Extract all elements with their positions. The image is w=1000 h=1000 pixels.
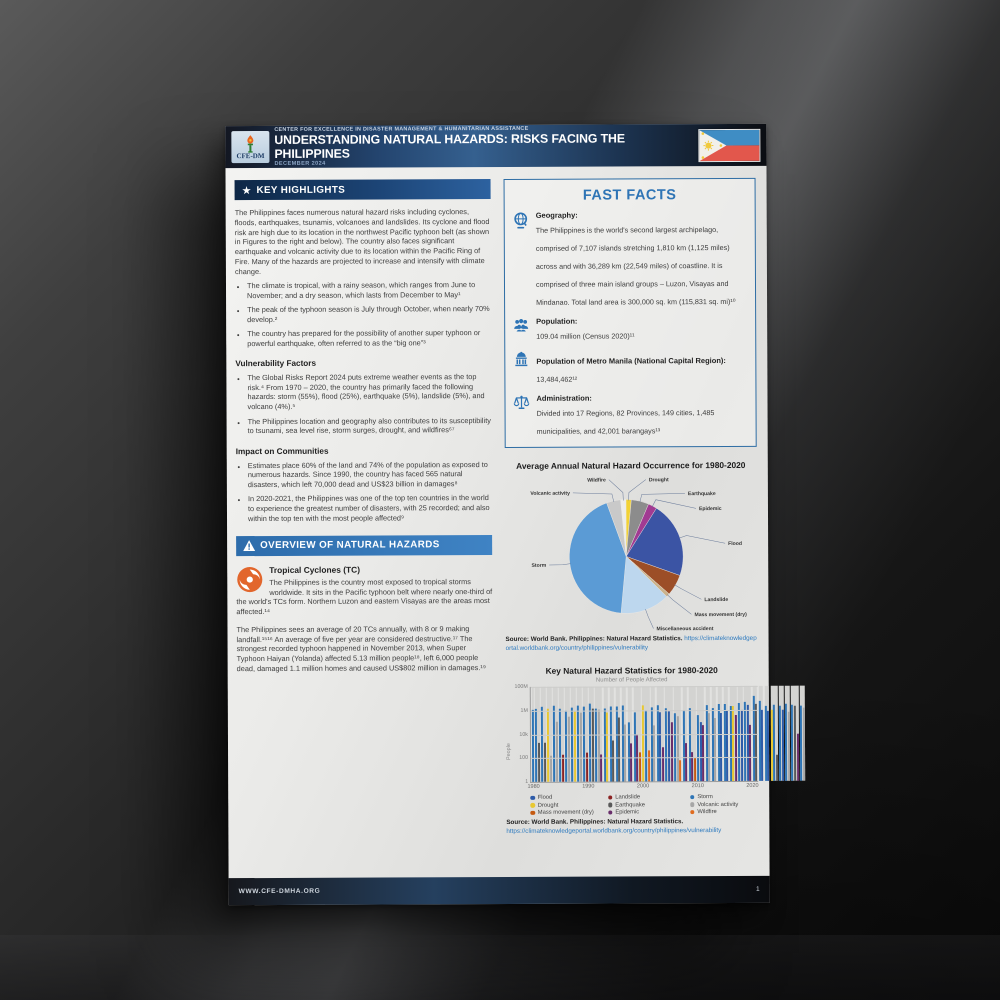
legend-swatch (690, 810, 695, 815)
bar-earthquake (776, 755, 778, 781)
page-header (225, 124, 766, 168)
logo-wordmark: CFE-DM (236, 151, 265, 160)
header-text-block (274, 125, 693, 168)
key-highlights-header (235, 179, 491, 200)
year-group-2015 (765, 686, 770, 781)
warning-icon (243, 540, 255, 551)
x-axis-tick: 2010 (691, 783, 704, 790)
tropical-cyclones-section (236, 564, 492, 617)
impact-bullets (239, 460, 492, 524)
tc-paragraph-1: The Philippines is the country most exposed to tropical storms worldwide. It sits in the Pacific typhoon belt where nearly one-third of the world's TCs form. Northern Luzon and eastern Visayas are the areas most affected.¹⁴ (236, 576, 493, 617)
key-highlights-bullets (238, 280, 491, 349)
pie-slice-label: Landslide (704, 596, 729, 604)
legend-item: Drought (530, 802, 608, 808)
bar-chart-subtitle: Number of People Affected (595, 677, 668, 684)
legend-item: Volcanic activity (690, 801, 758, 807)
bar-epidemic (630, 744, 632, 782)
org-name: CENTER FOR EXCELLENCE IN DISASTER MANAGEMENT & HUMANITARIAN ASSISTANCE (274, 125, 529, 133)
page-title: UNDERSTANDING NATURAL HAZARDS: RISKS FACING THE PHILIPPINES (274, 131, 625, 161)
legend-swatch (608, 795, 613, 800)
page-content (225, 166, 769, 878)
legend-item: Earthquake (608, 802, 690, 808)
fast-fact-text: Administration: Divided into 17 Regions, 82 Provinces, 149 cities, 1,485 municipalities, and 42,001 barangays¹³ (536, 393, 715, 436)
legend-item: Epidemic (608, 809, 690, 815)
bar-epidemic (685, 743, 687, 781)
bar-earthquake (544, 743, 546, 782)
pie-slice-label: Miscellaneous accident (656, 626, 714, 633)
year-group-2017 (779, 686, 784, 781)
pie-slice-label: Wildfire (587, 477, 606, 484)
vulnerability-bullets (238, 372, 491, 436)
hazard-occurrence-pie-chart (506, 472, 757, 633)
bar-chart-ylabel: People (505, 743, 513, 760)
footer-url: WWW.CFE-DMHA.ORG (238, 887, 321, 896)
bar-epidemic (671, 722, 673, 781)
star-icon: ★ (241, 183, 252, 197)
vulnerability-heading: Vulnerability Factors (235, 359, 317, 369)
bullet-item: • The Global Risks Report 2024 puts extreme weather events as the top risk.⁴ From 1970 – 2020, the country has primarily faced the following hazards: storm (55%), flood (25%), earthquake (5%), landslide (5%), and volcano (4%).⁵ (247, 372, 491, 412)
fast-facts-title: FAST FACTS (582, 187, 677, 204)
left-column (235, 179, 494, 872)
bullet-item: • The Philippines location and geography also contributes to its susceptibility to tsunami, sea level rise, storm surges, drought, and wildfires⁶⁷ (248, 416, 492, 437)
pie-callout-line (573, 493, 614, 502)
legend-item: Wildfire (690, 809, 758, 815)
y-axis-tick: 1 (525, 778, 529, 785)
pie-callout-line (549, 564, 570, 565)
bar-source-link[interactable]: https://climateknowledgeportal.worldbank.org/country/philippines/vulnerability (506, 826, 722, 835)
legend-swatch (530, 811, 535, 816)
pie-slice-label: Epidemic (698, 506, 722, 513)
bar-epidemic (662, 747, 664, 781)
bar-earthquake (755, 704, 757, 781)
people-icon (513, 317, 530, 344)
bar-flood (782, 709, 784, 780)
bar-volcanic-activity (714, 718, 716, 781)
bar-wildfire (648, 750, 650, 781)
bar-flood (741, 710, 743, 781)
legend-swatch (608, 803, 613, 808)
fast-fact-population (513, 316, 747, 344)
pie-slice-label: Storm (531, 562, 547, 569)
pie-callout-line (628, 480, 645, 501)
issue-date: DECEMBER 2024 (274, 160, 326, 168)
overview-title: OVERVIEW OF NATURAL HAZARDS (260, 539, 440, 552)
legend-swatch (530, 803, 535, 808)
bar-mass-movement-dry- (639, 752, 641, 781)
bar-volcanic-activity (556, 721, 558, 781)
bar-chart-legend (530, 794, 758, 816)
bar-landslide (586, 752, 588, 781)
bar-wildfire (679, 760, 681, 781)
legend-item: Mass movement (dry) (530, 810, 608, 816)
pie-callout-line (679, 535, 725, 543)
bar-volcanic-activity (788, 711, 790, 780)
legend-swatch (690, 802, 695, 807)
pie-source: Source: World Bank. Philippines: Natural Hazard Statistics. https://climateknowledgeportal.worldbank.org/country/philippines/vulnerability (505, 634, 757, 652)
x-axis-tick: 1980 (527, 783, 540, 790)
bar-storm (532, 710, 534, 782)
fast-fact-geography (513, 210, 747, 310)
bar-volcanic-activity (802, 707, 804, 780)
fast-facts-box (504, 178, 757, 448)
x-axis-tick: 2020 (746, 782, 759, 789)
pie-callout-line (609, 480, 623, 501)
right-column (504, 178, 759, 871)
bar-chart-x-axis (527, 782, 759, 792)
page-number: 1 (755, 885, 760, 893)
pie-slice-label: Flood (728, 540, 743, 547)
pie-chart-title: Average Annual Natural Hazard Occurrence for 1980-2020 (516, 459, 746, 471)
bar-flood (720, 713, 722, 781)
fast-fact-metro-manila (513, 350, 747, 387)
year-group-2016 (771, 686, 779, 781)
bar-earthquake (592, 708, 594, 781)
x-axis-tick: 2000 (636, 783, 650, 790)
hazard-statistics-bar-chart (505, 683, 759, 816)
bar-earthquake (538, 743, 540, 782)
overview-header (236, 535, 492, 556)
bar-mass-movement-dry- (694, 759, 696, 782)
cfedm-logo (231, 131, 269, 163)
pie-callout-line (675, 585, 702, 600)
key-highlights-title: KEY HIGHLIGHTS (256, 184, 346, 196)
background-floor-edge (0, 935, 1000, 1000)
legend-item: Storm (690, 794, 758, 800)
y-axis-tick: 100 (519, 755, 529, 762)
capitol-icon (513, 351, 530, 387)
bullet-item: • The climate is tropical, with a rainy season, which ranges from June to November; and a dry season, which lasts from December to May¹ (247, 280, 491, 301)
year-group-2018 (785, 686, 790, 781)
bullet-item: • The peak of the typhoon season is July through October, when nearly 70% develop.² (247, 304, 491, 325)
legend-item: Flood (530, 795, 608, 801)
bar-volcanic-activity (580, 713, 582, 782)
y-axis-tick: 100M (514, 683, 528, 690)
cyclone-icon (236, 566, 263, 593)
year-group-2014 (759, 686, 764, 781)
legend-swatch (530, 796, 535, 801)
philippine-flag (698, 128, 760, 161)
bullet-item: • In 2020-2021, the Philippines was one of the top ten countries in the world to experience the greatest number of disasters, with 25 recorded; and also within the top ten with the most people affected⁹ (248, 493, 492, 523)
bar-source: Source: World Bank. Philippines: Natural Hazard Statistics. https://climateknowledgeportal.worldbank.org/country/philippines/vulnerability (506, 818, 722, 835)
pie-slice-label: Earthquake (687, 491, 716, 498)
fast-fact-administration (513, 393, 747, 439)
bullet-item: • Estimates place 60% of the land and 74% of the population as exposed to numerous hazards. Since 1990, the country has faced 565 natural disasters, which left 70,000 dead and US$23 billion in damages⁸ (248, 460, 492, 490)
pie-slice-label: Drought (648, 477, 669, 484)
x-axis-tick: 1990 (582, 783, 595, 790)
legend-item: Landslide (608, 794, 690, 800)
fast-fact-text: Population: 109.04 million (Census 2020)¹¹ (536, 316, 635, 341)
legend-swatch (690, 795, 695, 800)
globe-icon (513, 211, 530, 310)
pie-slice-label: Mass movement (dry) (694, 611, 747, 619)
year-group-2019 (791, 686, 799, 781)
bar-earthquake (612, 740, 614, 781)
bar-chart-plot-area (514, 683, 758, 785)
bar-drought (574, 710, 576, 781)
y-axis-tick: 1M (520, 707, 528, 714)
pie-callout-line (645, 609, 653, 629)
bar-chart-title: Key Natural Hazard Statistics for 1980-2020 (545, 665, 718, 676)
pie-slice-label: Volcanic activity (530, 490, 570, 497)
bar-flood (767, 711, 769, 781)
page-footer (229, 876, 770, 905)
bullet-item: • The country has prepared for the possibility of another super typhoon or powerful earthquake, often referred to as the “big one”³ (247, 328, 491, 349)
bar-epidemic (796, 733, 798, 781)
legend-swatch (608, 810, 613, 815)
key-highlights-intro: The Philippines faces numerous natural hazard risks including cyclones, floods, earthquakes, tsunamis, volcanoes and landslides. Its cyclone and flood risk are high due to its location in the northwest Pacific typhoon belt (as shown in Figures to the right and below). The country also faces significant earthquake and volcanic activity due to its location within the Pacific Ring of Fire. Many of the hazards are projected to increase and intensify with climate change. (234, 207, 490, 276)
bar-flood (726, 710, 728, 781)
scales-icon (513, 394, 530, 439)
fast-fact-text: Population of Metro Manila (National Capital Region): 13,484,462¹² (536, 356, 726, 384)
bar-volcanic-activity (568, 717, 570, 782)
factsheet-page (225, 124, 769, 905)
impact-heading: Impact on Communities (235, 446, 329, 457)
fast-fact-text: Geography: The Philippines is the world's second largest archipelago, comprised of 7,107 islands stretching 1,810 km (1,125 miles) across and with 36,289 km (22,549 miles) of coastline. It is comprised of three main island groups – Luzon, Visayas and Mindanao. Total land area is 300,000 sq. km (115,831 sq. mi)¹⁰ (535, 210, 736, 307)
bar-drought (606, 712, 608, 781)
bar-earthquake (618, 717, 620, 781)
tc-heading: Tropical Cyclones (TC) (269, 564, 361, 575)
bar-flood (761, 710, 763, 781)
pie-source-link[interactable]: https://climateknowledgeportal.worldbank.org/country/philippines/vulnerability (505, 634, 757, 652)
bar-volcanic-activity (708, 713, 710, 781)
year-group-2020 (800, 686, 805, 781)
pie-callout-line (652, 500, 696, 509)
torch-icon (242, 135, 258, 153)
y-axis-tick: 10k (519, 731, 528, 738)
tc-paragraph-2: The Philippines sees an average of 20 TCs annually, with 8 or 9 making landfall.¹⁵¹⁶ An average of five per year are considered destructive.¹⁷ The strongest recorded typhoon happened in November 2013, when Super Typhoon Haiyan (Yolanda) affected 5.13 million people¹⁸, left 6,000 people dead, damaged 1.1 million homes and caused US$802 million in damages.¹⁹ (236, 623, 486, 674)
pie-callout-line (667, 594, 691, 614)
bar-epidemic (735, 714, 737, 781)
bar-volcanic-activity (550, 756, 552, 782)
